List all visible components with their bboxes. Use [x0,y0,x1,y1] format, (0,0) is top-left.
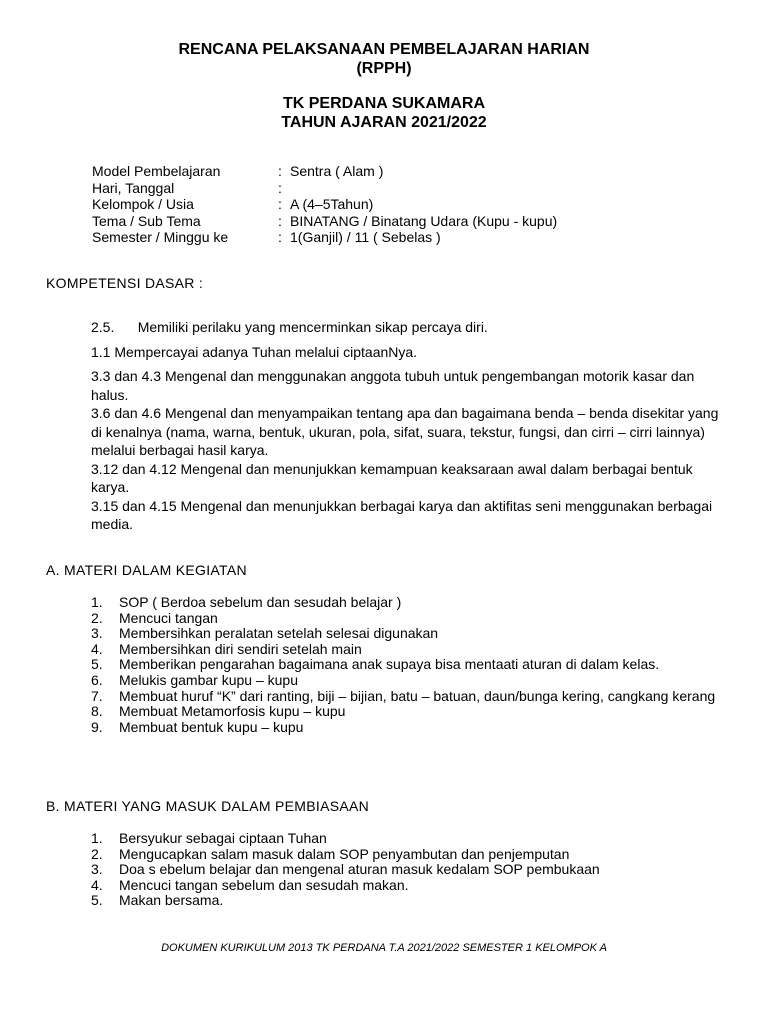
materi-a-list [91,595,731,735]
list-item [91,893,731,909]
info-value: A (4–5Tahun) [290,196,374,212]
list-item [91,642,731,658]
list-text: Melukis gambar kupu – kupu [119,671,298,688]
list-number: 1. [91,594,103,610]
list-item [91,657,731,673]
list-item [91,862,731,878]
info-value: BINATANG / Binatang Udara (Kupu - kupu) [290,212,558,229]
info-label: Hari, Tanggal [92,179,175,196]
materi-b-list [91,831,731,909]
doc-title: RENCANA PELAKSANAAN PEMBELAJARAN HARIAN [178,41,590,58]
list-text: Bersyukur sebagai ciptaan Tuhan [119,830,327,846]
info-colon: : [278,196,282,212]
list-number: 3. [91,861,103,878]
list-text: Makan bersama. [119,892,224,909]
list-number: 2. [91,845,103,862]
list-item [91,720,731,736]
info-colon: : [278,179,282,196]
list-text: Membuat bentuk kupu – kupu [119,718,304,735]
info-value: Sentra ( Alam ) [290,163,384,179]
list-number: 7. [91,687,103,704]
page-footer: DOKUMEN KURIKULUM 2013 TK PERDANA T.A 2021/2022 SEMESTER 1 KELOMPOK A [161,942,607,954]
list-number: 2. [91,609,103,626]
kompetensi-heading: KOMPETENSI DASAR : [46,275,204,291]
list-item [91,878,731,894]
doc-subtitle: (RPPH) [356,60,412,77]
kompetensi-item: 1.1 Mempercayai adanya Tuhan melalui ciptaanNya. [91,343,418,360]
info-table [92,163,557,246]
school-name: TK PERDANA SUKAMARA [282,95,486,112]
kompetensi-item: 3.3 dan 4.3 Mengenal dan menggunakan anggota tubuh untuk pengembangan motorik kasar dan halus. [91,368,695,403]
info-colon: : [278,212,282,229]
info-row-date [92,180,557,197]
info-colon: : [278,229,282,245]
kompetensi-item: 3.12 dan 4.12 Mengenal dan menunjukkan kemampuan keaksaraan awal dalam berbagai bentuk karya. [91,460,693,495]
kompetensi-list [91,318,731,534]
info-label: Kelompok / Usia [92,196,194,212]
list-item [91,689,731,705]
materi-a-heading: A. MATERI DALAM KEGIATAN [46,562,247,578]
info-value: 1(Ganjil) / 11 ( Sebelas ) [290,229,441,245]
academic-year: TAHUN AJARAN 2021/2022 [281,114,487,131]
list-number: 1. [91,830,103,846]
list-text: Membuat huruf “K” dari ranting, biji – bijian, batu – batuan, daun/bunga kering, cangkang kerang [119,687,716,704]
list-number: 3. [91,625,103,642]
list-text: Mencuci tangan sebelum dan sesudah makan. [119,876,409,893]
info-row-semester [92,229,557,246]
info-row-model [92,163,557,180]
list-item [91,673,731,689]
list-number: 5. [91,656,103,673]
list-text: Membersihkan peralatan setelah selesai digunakan [119,625,439,642]
info-label: Model Pembelajaran [92,163,221,179]
materi-b-heading: B. MATERI YANG MASUK DALAM PEMBIASAAN [46,798,370,814]
list-item [91,595,731,611]
info-row-theme [92,213,557,230]
list-text: Membersihkan diri sendiri setelah main [119,640,362,657]
list-text: SOP ( Berdoa sebelum dan sesudah belajar ) [119,594,402,610]
list-text: Doa s ebelum belajar dan mengenal aturan masuk kedalam SOP pembukaan [119,861,600,878]
kompetensi-item: 3.15 dan 4.15 Mengenal dan menunjukkan berbagai karya dan aktifitas seni menggunakan berbagai media. [91,497,713,532]
list-text: Memberikan pengarahan bagaimana anak supaya bisa mentaati aturan di dalam kelas. [119,656,660,673]
list-number: 5. [91,892,103,909]
list-item [91,704,731,720]
kompetensi-item: 3.6 dan 4.6 Mengenal dan menyampaikan tentang apa dan bagaimana benda – benda disekitar yang di kenalnya (nama, warna, bentuk, ukuran, pola, sifat, suara, tekstur, fungsi, dan cirri – cirri lainnya) melalui berbagai hasil karya. [91,405,719,458]
list-number: 9. [91,718,103,735]
list-number: 8. [91,703,103,720]
list-text: Mengucapkan salam masuk dalam SOP penyambutan dan penjemputan [119,845,570,862]
list-item [91,831,731,847]
list-item [91,847,731,863]
kompetensi-item: 2.5. Memiliki perilaku yang mencerminkan sikap percaya diri. [91,319,488,335]
info-row-group [92,196,557,213]
list-number: 4. [91,640,103,657]
list-number: 6. [91,671,103,688]
list-text: Membuat Metamorfosis kupu – kupu [119,703,346,720]
list-text: Mencuci tangan [119,609,218,626]
list-item [91,611,731,627]
info-label: Semester / Minggu ke [92,229,229,245]
info-colon: : [278,163,282,179]
list-item [91,626,731,642]
list-number: 4. [91,876,103,893]
info-label: Tema / Sub Tema [92,212,201,229]
